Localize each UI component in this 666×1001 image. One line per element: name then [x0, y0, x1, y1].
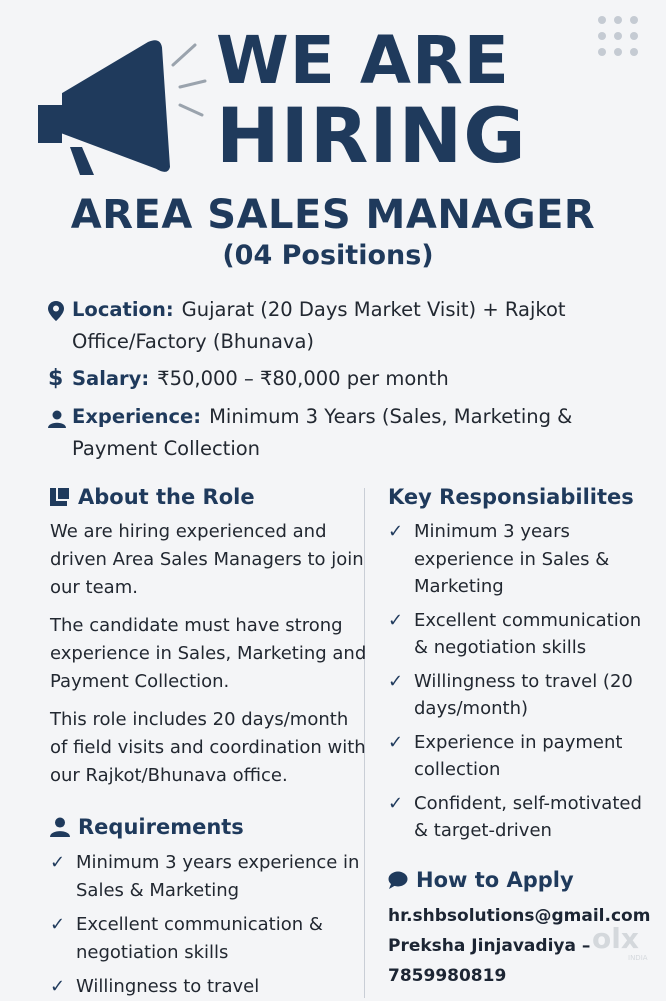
positions-count: (04 Positions): [222, 240, 434, 271]
check-icon: ✓: [50, 914, 66, 935]
apply-heading-text: How to Apply: [416, 867, 574, 892]
about-paragraph-1: We are hiring experienced and driven Area Sales Managers to join our team.: [50, 521, 364, 598]
check-icon: ✓: [50, 852, 66, 873]
requirements-list: [50, 849, 370, 1001]
list-item: [50, 849, 370, 904]
apply-email[interactable]: hr.shbsolutions@gmail.com: [388, 905, 651, 926]
list-item: [388, 668, 656, 723]
experience-value: Minimum 3 Years (Sales, Marketing &: [209, 405, 573, 428]
salary-label: Salary:: [72, 367, 150, 390]
responsibility-text: Confident, self-motivated & target-driven: [414, 792, 642, 841]
check-icon: ✓: [50, 976, 66, 997]
responsibilities-list: [388, 518, 656, 845]
check-icon: ✓: [388, 731, 404, 753]
experience-row: [48, 401, 648, 465]
about-paragraph-2: The candidate must have strong experience in Sales, Marketing and Payment Collection.: [50, 615, 367, 692]
left-column: [50, 482, 370, 1001]
megaphone-icon: [30, 35, 210, 184]
book-icon: [50, 488, 70, 506]
check-icon: ✓: [388, 792, 404, 814]
experience-value-2: Payment Collection: [72, 437, 261, 460]
responsibility-text: Willingness to travel (20 days/month): [414, 670, 633, 719]
headline-line-1: WE ARE: [216, 22, 510, 99]
headline-line-2: HIRING: [216, 91, 527, 180]
headline: [216, 22, 527, 180]
responsibility-text: Minimum 3 years experience in Sales & Marketing: [414, 521, 610, 597]
apply-heading: [388, 865, 656, 895]
requirement-text: Willingness to travel: [76, 976, 260, 997]
watermark-sub: INDIA: [628, 954, 648, 962]
apply-contact-name: Preksha Jinjavadiya –: [388, 935, 591, 956]
right-column: [388, 482, 656, 991]
dot-grid-decoration: [596, 14, 646, 64]
list-item: [388, 607, 656, 662]
person-icon: [48, 401, 72, 465]
watermark-text: olx: [592, 922, 639, 955]
about-paragraph-3: This role includes 20 days/month of field visits and coordination with our Rajkot/Bhunava office.: [50, 709, 366, 786]
responsibility-text: Experience in payment collection: [414, 731, 623, 780]
list-item: [388, 790, 656, 845]
check-icon: ✓: [388, 670, 404, 692]
list-item: [50, 911, 370, 966]
location-label: Location:: [72, 298, 174, 321]
map-pin-icon: [48, 294, 72, 358]
dollar-icon: $: [48, 366, 64, 391]
list-item: [388, 729, 656, 784]
location-value-2: Office/Factory (Bhunava): [72, 330, 315, 353]
responsibilities-heading: Key Responsiabilites: [388, 485, 634, 509]
salary-value: ₹50,000 – ₹80,000 per month: [157, 367, 449, 390]
requirements-heading: [50, 812, 370, 842]
role-title: AREA SALES MANAGER: [70, 192, 596, 238]
requirements-heading-text: Requirements: [78, 815, 244, 839]
about-heading-text: About the Role: [78, 485, 255, 509]
person-icon: [50, 817, 70, 837]
list-item: [50, 973, 370, 1001]
list-item: [388, 518, 656, 601]
salary-row: [48, 363, 648, 395]
chat-bubble-icon: [388, 871, 408, 889]
check-icon: ✓: [388, 609, 404, 631]
responsibility-text: Excellent communication & negotiation skills: [414, 609, 642, 658]
about-heading: [50, 482, 370, 512]
check-icon: ✓: [388, 521, 404, 542]
apply-phone[interactable]: 7859980819: [388, 965, 507, 986]
olx-watermark-logo: [588, 918, 658, 966]
experience-label: Experience:: [72, 405, 202, 428]
location-value: Gujarat (20 Days Market Visit) + Rajkot: [181, 298, 566, 321]
requirement-text: Minimum 3 years experience in Sales & Marketing: [76, 852, 360, 901]
location-row: [48, 294, 648, 358]
requirement-text: Excellent communication & negotiation skills: [76, 914, 323, 963]
